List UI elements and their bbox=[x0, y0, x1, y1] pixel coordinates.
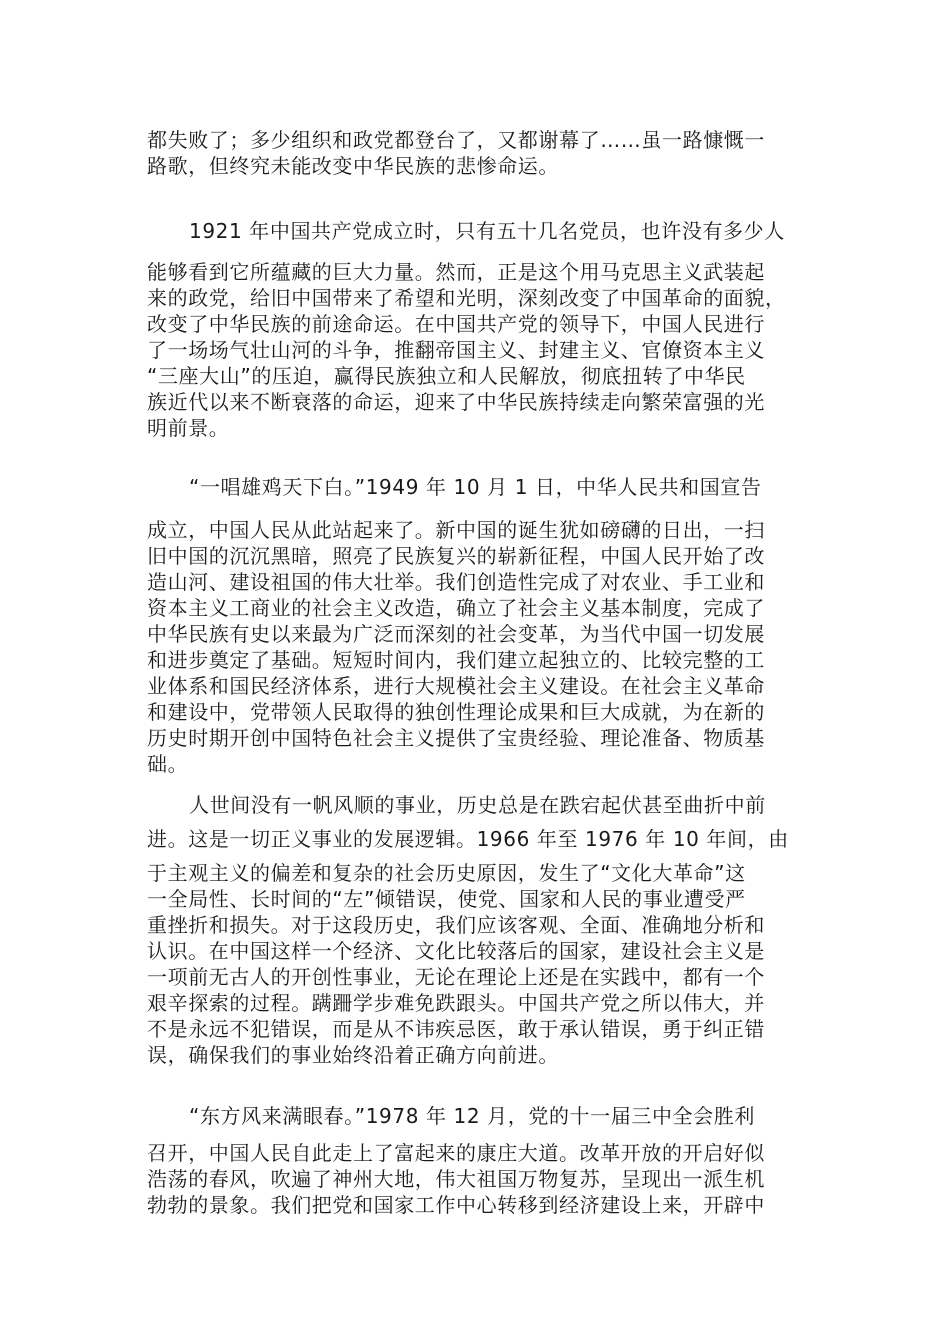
text-line: 不是永远不犯错误，而是从不讳疾忌医，敢于承认错误，勇于纠正错 bbox=[147, 1017, 765, 1041]
text-line: 勃勃的景象。我们把党和国家工作中心转移到经济建设上来，开辟中 bbox=[147, 1193, 765, 1217]
text-line: 一项前无古人的开创性事业，无论在理论上还是在实践中，都有一个 bbox=[147, 965, 765, 989]
text-line: 进。这是一切正义事业的发展逻辑。1966 年至 1976 年 10 年间，由 bbox=[147, 827, 789, 851]
text-line: “东方风来满眼春。”1978 年 12 月，党的十一届三中全会胜利 bbox=[189, 1104, 755, 1128]
text-line: 于主观主义的偏差和复杂的社会历史原因，发生了“文化大革命”这 bbox=[147, 861, 746, 885]
text-line: 业体系和国民经济体系，进行大规模社会主义建设。在社会主义革命 bbox=[147, 674, 765, 698]
text-line: 1921 年中国共产党成立时，只有五十几名党员，也许没有多少人 bbox=[189, 219, 785, 243]
text-line: 召开，中国人民自此走上了富起来的康庄大道。改革开放的开启好似 bbox=[147, 1141, 765, 1165]
text-line: 造山河、建设祖国的伟大壮举。我们创造性完成了对农业、手工业和 bbox=[147, 570, 765, 594]
text-line: 来的政党，给旧中国带来了希望和光明，深刻改变了中国革命的面貌， bbox=[147, 286, 786, 310]
text-line: 认识。在中国这样一个经济、文化比较落后的国家，建设社会主义是 bbox=[147, 939, 765, 963]
text-line: 人世间没有一帆风顺的事业，历史总是在跌宕起伏甚至曲折中前 bbox=[189, 793, 766, 817]
text-line: 路歌，但终究未能改变中华民族的悲惨命运。 bbox=[147, 154, 559, 178]
text-line: 历史时期开创中国特色社会主义提供了宝贵经验、理论准备、物质基 bbox=[147, 726, 765, 750]
text-line: 族近代以来不断衰落的命运，迎来了中华民族持续走向繁荣富强的光 bbox=[147, 390, 765, 414]
text-line: 和进步奠定了基础。短短时间内，我们建立起独立的、比较完整的工 bbox=[147, 648, 765, 672]
text-line: 中华民族有史以来最为广泛而深刻的社会变革，为当代中国一切发展 bbox=[147, 622, 765, 646]
text-line: “三座大山”的压迫，赢得民族独立和人民解放，彻底扭转了中华民 bbox=[147, 364, 746, 388]
text-line: 艰辛探索的过程。蹒跚学步难免跌跟头。中国共产党之所以伟大，并 bbox=[147, 991, 765, 1015]
text-line: 一全局性、长时间的“左”倾错误，使党、国家和人民的事业遭受严 bbox=[147, 887, 746, 911]
text-line: 资本主义工商业的社会主义改造，确立了社会主义基本制度，完成了 bbox=[147, 596, 765, 620]
text-line: 明前景。 bbox=[147, 416, 230, 440]
text-line: 都失败了；多少组织和政党都登台了，又都谢幕了……虽一路慷慨一 bbox=[147, 128, 765, 152]
text-line: “一唱雄鸡天下白。”1949 年 10 月 1 日，中华人民共和国宣告 bbox=[189, 475, 762, 499]
text-line: 浩荡的春风，吹遍了神州大地，伟大祖国万物复苏，呈现出一派生机 bbox=[147, 1167, 765, 1191]
text-line: 础。 bbox=[147, 752, 189, 776]
text-line: 成立，中国人民从此站起来了。新中国的诞生犹如磅礴的日出，一扫 bbox=[147, 518, 765, 542]
text-line: 能够看到它所蕴藏的巨大力量。然而，正是这个用马克思主义武装起 bbox=[147, 260, 765, 284]
text-line: 和建设中，党带领人民取得的独创性理论成果和巨大成就，为在新的 bbox=[147, 700, 765, 724]
text-line: 重挫折和损失。对于这段历史，我们应该客观、全面、准确地分析和 bbox=[147, 913, 765, 937]
text-line: 改变了中华民族的前途命运。在中国共产党的领导下，中国人民进行 bbox=[147, 312, 765, 336]
text-line: 误，确保我们的事业始终沿着正确方向前进。 bbox=[147, 1043, 559, 1067]
text-line: 了一场场气壮山河的斗争，推翻帝国主义、封建主义、官僚资本主义 bbox=[147, 338, 765, 362]
text-line: 旧中国的沉沉黑暗，照亮了民族复兴的崭新征程，中国人民开始了改 bbox=[147, 544, 765, 568]
